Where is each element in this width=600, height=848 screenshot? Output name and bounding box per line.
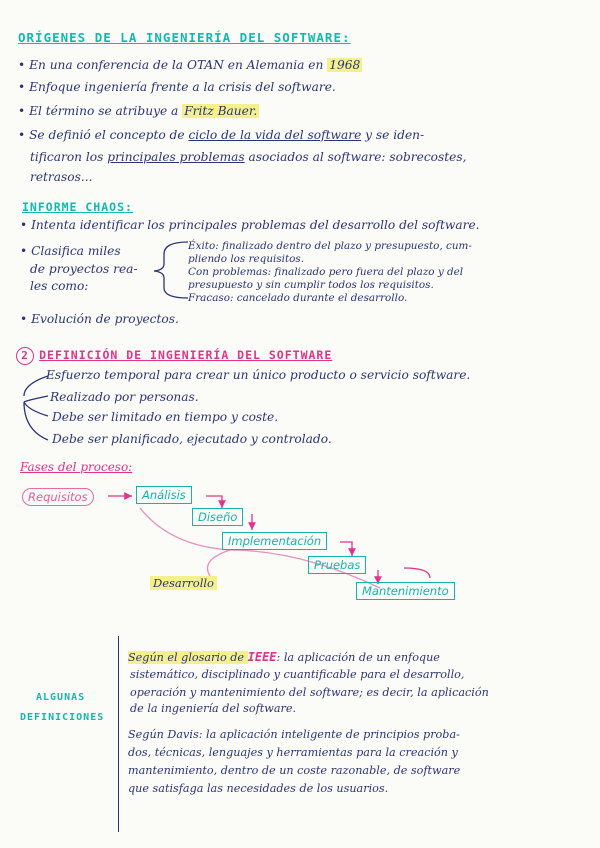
chaos-fracaso: Fracaso: cancelado durante el desarrollo. (188, 292, 408, 304)
origins-b4-l2-post: asociados al software: sobrecostes, (244, 150, 467, 164)
heading-definicion-number: 2 (16, 347, 34, 365)
chaos-clasifica-2: de proyectos rea- (30, 262, 138, 276)
definitions-divider (118, 636, 119, 832)
chaos-b1-text: Intenta identificar los principales problemas del desarrollo del software. (31, 218, 480, 232)
fase-mantenimiento: Mantenimiento (356, 582, 455, 600)
chaos-clasifica-1-text: Clasifica miles (31, 244, 121, 258)
chaos-b3-text: Evolución de proyectos. (31, 312, 179, 326)
origins-bullet-2: • Enfoque ingeniería frente a la crisis del software. (18, 80, 336, 94)
def-davis-line-1: Según Davis: la aplicación inteligente de principios proba- (128, 728, 460, 741)
fase-desarrollo: Desarrollo (150, 576, 217, 590)
origins-bullet-1: • En una conferencia de la OTAN en Alemania en 1968 (18, 58, 361, 72)
fase-requisitos: Requisitos (22, 488, 94, 506)
origins-b4-pre: Se definió el concepto de (29, 128, 189, 142)
chaos-problemas-1: Con problemas: finalizado pero fuera del plazo y del (188, 266, 464, 278)
origins-bauer: Fritz Bauer. (184, 104, 258, 118)
origins-b1-text: En una conferencia de la OTAN en Alemania en (29, 58, 328, 72)
chaos-exito-2: pliendo los requisitos. (188, 253, 305, 265)
def-ieee-line-1 (128, 650, 440, 664)
origins-bullet-4-line-3: retrasos... (30, 170, 93, 184)
fase-implementacion: Implementación (222, 532, 327, 550)
origins-b4-ciclo: ciclo de la vida del software (188, 128, 362, 142)
origins-b4-problemas: principales problemas (107, 150, 245, 164)
heading-origenes: ORÍGENES DE LA INGENIERÍA DEL SOFTWARE: (18, 30, 351, 45)
chaos-clasifica-1: • Clasifica miles (20, 244, 121, 258)
origins-year: 1968 (329, 58, 361, 72)
origins-bullet-3: • El término se atribuye a Fritz Bauer. (18, 104, 258, 118)
origins-b3-text: El término se atribuye a (29, 104, 183, 118)
origins-bullet-4: • Se definió el concepto de ciclo de la vida del software y se iden- (18, 128, 425, 142)
definition-line-3: Debe ser limitado en tiempo y coste. (52, 410, 279, 424)
def-davis-line-4: que satisfaga las necesidades de los usuarios. (128, 782, 389, 795)
heading-definicion (16, 344, 332, 365)
heading-definicion-text: DEFINICIÓN DE INGENIERÍA DEL SOFTWARE (39, 348, 333, 362)
side-label-definiciones: DEFINICIONES (20, 712, 105, 723)
def-ieee-label: IEEE (247, 650, 277, 664)
origins-b2-text: Enfoque ingeniería frente a la crisis del software. (29, 80, 336, 94)
heading-chaos: INFORME CHAOS: (22, 200, 133, 214)
def-ieee-line-3: operación y mantenimiento del software; es decir, la aplicación (130, 686, 489, 699)
fases-title: Fases del proceso: (20, 460, 133, 474)
definition-line-4: Debe ser planificado, ejecutado y controlado. (52, 432, 332, 446)
chaos-bullet-1: • Intenta identificar los principales problemas del desarrollo del software. (20, 218, 480, 232)
def-ieee-line-2: sistemático, disciplinado y cuantificable para el desarrollo, (130, 668, 465, 681)
def-ieee-post: : la aplicación de un enfoque (276, 651, 440, 664)
origins-b4-l2-pre: tificaron los (30, 150, 108, 164)
def-ieee-line-4: de la ingeniería del software. (130, 702, 297, 715)
chaos-clasifica-3: les como: (30, 279, 89, 293)
chaos-problemas-2: presupuesto y sin cumplir todos los requisitos. (188, 279, 434, 291)
def-davis-line-2: dos, técnicas, lenguajes y herramientas para la creación y (128, 746, 458, 759)
origins-bullet-4-line-2 (30, 150, 466, 164)
definition-line-1: Esfuerzo temporal para crear un único producto o servicio software. (46, 368, 471, 382)
def-davis-line-3: mantenimiento, dentro de un coste razonable, de software (128, 764, 461, 777)
fase-pruebas: Pruebas (308, 556, 366, 574)
side-label-algunas: ALGUNAS (36, 692, 86, 703)
chaos-brace (150, 240, 190, 300)
chaos-bullet-3: • Evolución de proyectos. (20, 312, 179, 326)
definition-line-2: Realizado por personas. (50, 390, 199, 404)
chaos-exito-1: Éxito: finalizado dentro del plazo y presupuesto, cum- (188, 240, 472, 252)
def-ieee-pre: Según el glosario de (128, 651, 248, 664)
fase-analisis: Análisis (136, 486, 192, 504)
origins-b4-mid: y se iden- (361, 128, 425, 142)
fase-diseno: Diseño (192, 508, 243, 526)
